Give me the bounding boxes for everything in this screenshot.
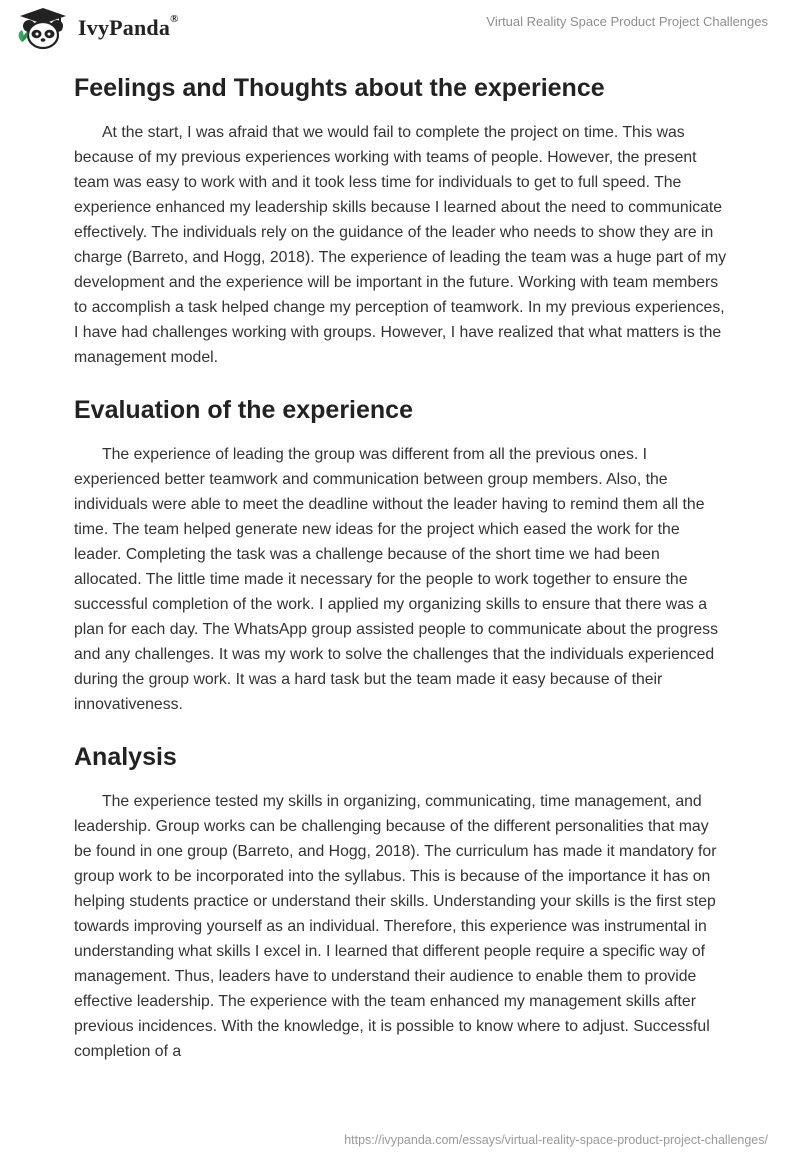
source-url-link[interactable]: https://ivypanda.com/essays/virtual-reality-space-product-project-challenges/ <box>344 1133 768 1147</box>
section-paragraph: The experience of leading the group was different from all the previous ones. I experienced better teamwork and communication between group members. Also, the individuals were able to meet the deadline without the leader having to remind them all the time. The team helped generate new ideas for the project which eased the work for the leader. Completing the task was a challenge because of the short time we had been allocated. The little time made it necessary for the people to work together to ensure the successful completion of the work. I applied my organizing skills to ensure that there was a plan for each day. The WhatsApp group assisted people to communicate about the progress and any challenges. It was my work to solve the challenges that the individuals experienced during the group work. It was a hard task but the team made it easy because of their innovativeness. <box>74 446 718 713</box>
logo-name: IvyPanda <box>78 15 171 40</box>
section-analysis <box>74 739 730 1064</box>
logo-wordmark <box>78 15 179 41</box>
section-heading: Feelings and Thoughts about the experience <box>74 74 605 102</box>
essay-content <box>74 70 730 1086</box>
page-header <box>0 0 800 60</box>
section-paragraph: The experience tested my skills in organizing, communicating, time management, and leadership. Group works can be challenging because of the different personalities that may be found in one group (Barreto, and Hogg, 2018). The curriculum has made it mandatory for group work to be incorporated into the syllabus. This is because of the importance it has on helping students practice or understand their skills. Understanding your skills is the first step towards improving yourself as an individual. Therefore, this experience was instrumental in understanding what skills I excel in. I learned that different people require a specific way of management. Thus, leaders have to understand their audience to enable them to provide effective leadership. The experience with the team enhanced my management skills after previous incidences. With the knowledge, it is possible to know where to adjust. Successful completion of a <box>74 793 717 1060</box>
ivypanda-logo[interactable] <box>14 6 179 50</box>
section-heading: Analysis <box>74 743 177 771</box>
section-evaluation <box>74 392 730 717</box>
section-feelings <box>74 70 730 370</box>
section-heading: Evaluation of the experience <box>74 396 413 424</box>
panda-graduate-icon <box>14 6 72 50</box>
registered-mark: ® <box>170 13 179 25</box>
section-paragraph: At the start, I was afraid that we would fail to complete the project on time. This was because of my previous experiences working with teams of people. However, the present team was easy to work with and it took less time for individuals to get to full speed. The experience enhanced my leadership skills because I learned about the need to communicate effectively. The individuals rely on the guidance of the leader who needs to show they are in charge (Barreto, and Hogg, 2018). The experience of leading the team was a huge part of my development and the experience will be important in the future. Working with team members to accomplish a task helped change my perception of teamwork. In my previous experiences, I have had challenges working with groups. However, I have realized that what matters is the management model. <box>74 124 727 366</box>
document-title: Virtual Reality Space Product Project Challenges <box>486 14 768 29</box>
